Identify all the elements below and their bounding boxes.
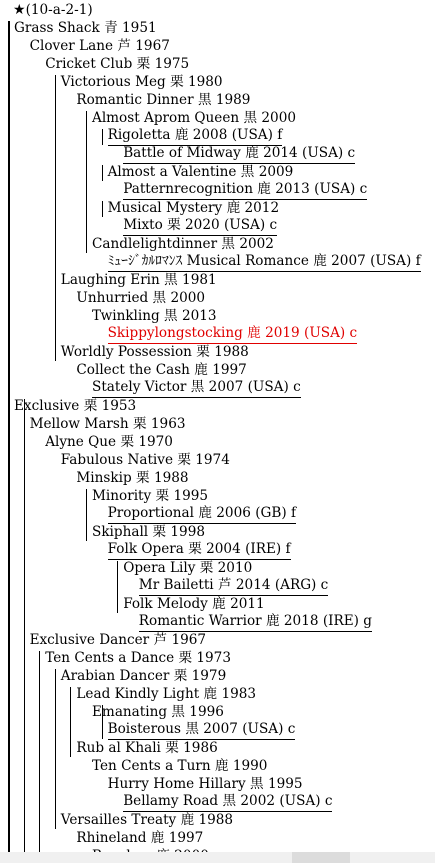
horse-name: Rigoletta	[107, 127, 171, 143]
horse-entry	[123, 559, 252, 577]
coat-color: 栗	[177, 452, 191, 468]
coat-color: 芦	[217, 577, 232, 593]
horse-entry	[76, 739, 217, 757]
tree-connector	[70, 687, 71, 757]
horse-name: Boisterous	[107, 721, 182, 737]
horse-entry	[61, 451, 230, 469]
horse-name: Folk Melody	[123, 596, 208, 612]
birth-year: 2000	[261, 110, 297, 126]
birth-year: 1986	[183, 740, 218, 756]
birth-year: 1953	[101, 398, 137, 414]
birth-year: 2019	[265, 325, 300, 341]
horse-entry	[92, 307, 217, 325]
horse-entry	[76, 829, 203, 847]
horse-name: Grass Shack	[14, 20, 100, 36]
coat-color: 鹿	[226, 200, 241, 216]
tree-connector	[102, 165, 103, 181]
birth-year: 1975	[154, 56, 190, 72]
coat-color: 栗	[155, 488, 170, 504]
horse-name: Candlelightdinner	[92, 236, 218, 252]
horse-name: Worldly Possession	[60, 344, 192, 360]
horse-name: Patternrecognition	[123, 181, 253, 197]
coat-color: 黒	[222, 793, 237, 809]
birth-year: 1963	[150, 416, 186, 432]
tree-connector	[86, 489, 87, 541]
horse-name: Battle of Midway	[123, 145, 241, 161]
tree-connector	[102, 129, 103, 145]
birth-year: 1974	[195, 452, 230, 468]
horse-name: Skippylongstocking	[107, 325, 243, 341]
coat-color: 鹿	[265, 613, 280, 629]
scroll-segment[interactable]	[250, 852, 290, 863]
tree-connector	[86, 111, 87, 253]
horse-entry	[123, 595, 265, 613]
birth-year: 2004	[206, 541, 241, 557]
horse-entry	[92, 523, 205, 541]
coat-color: 栗	[178, 650, 193, 666]
coat-color: 鹿	[212, 596, 226, 612]
birth-year: 2007	[331, 253, 366, 269]
horse-link[interactable]	[139, 577, 329, 596]
horse-entry	[92, 757, 267, 775]
country-sex-note: (IRE) f	[245, 541, 291, 557]
horse-name: Laughing Erin	[60, 272, 160, 288]
coat-color: 鹿	[257, 181, 271, 197]
horse-name: ﾐｭｰｼﾞｶﾙﾛﾏﾝｽ Musical Romance	[107, 253, 309, 269]
horse-entry	[30, 631, 206, 649]
horse-name: Minskip	[76, 470, 132, 486]
birth-year: 2020	[185, 217, 220, 233]
birth-year: 2010	[217, 560, 253, 576]
birth-year: 1980	[187, 74, 223, 90]
country-sex-note: (USA) c	[247, 379, 301, 395]
coat-color: 黒	[240, 164, 255, 180]
birth-year: 1988	[153, 470, 189, 486]
coat-color: 黒	[250, 776, 264, 792]
coat-color: 黒	[243, 110, 258, 126]
horse-entry	[76, 91, 250, 109]
birth-year: 2018	[283, 613, 319, 629]
horse-entry	[92, 109, 296, 127]
horse-name: Opera Lily	[123, 560, 196, 576]
coat-color: 栗	[132, 416, 147, 432]
coat-color: 鹿	[203, 686, 218, 702]
coat-color: 黒	[190, 379, 205, 395]
coat-color: 鹿	[214, 758, 229, 774]
horse-name: Victorious Meg	[60, 74, 166, 90]
coat-color: 鹿	[150, 830, 165, 846]
horse-link[interactable]	[108, 325, 358, 344]
coat-color: 栗	[152, 524, 167, 540]
birth-year: 1997	[212, 362, 247, 378]
coat-color: 芦	[117, 38, 131, 54]
country-sex-note: (IRE) g	[322, 613, 372, 629]
tree-connector	[24, 399, 25, 863]
tree-connector	[8, 21, 10, 863]
horse-entry	[92, 703, 224, 721]
coat-color: 鹿	[245, 145, 259, 161]
birth-year: 1970	[138, 434, 173, 450]
birth-year: 2007	[203, 721, 238, 737]
coat-color: 鹿	[313, 253, 327, 269]
star-icon: ★	[13, 2, 26, 18]
horse-entry	[61, 271, 217, 289]
coat-color: 黒	[185, 721, 199, 737]
coat-color: 鹿	[247, 325, 261, 341]
birth-year: 2009	[258, 164, 294, 180]
country-sex-note: (GB) f	[255, 505, 297, 521]
birth-year: 1951	[122, 20, 157, 36]
country-sex-note: (USA) c	[279, 793, 333, 809]
horse-entry	[108, 199, 280, 217]
birth-year: 1967	[171, 632, 207, 648]
tree-connector	[102, 201, 103, 217]
birth-year: 2014	[263, 145, 298, 161]
birth-year: 1981	[182, 272, 217, 288]
country-sex-note: (ARG) c	[274, 577, 329, 593]
horse-name: Mellow Marsh	[29, 416, 129, 432]
horse-name: Bellamy Road	[123, 793, 219, 809]
country-sex-note: (USA) c	[314, 181, 368, 197]
horse-entry	[76, 685, 256, 703]
horse-name: Hurry Home Hillary	[107, 776, 246, 792]
coat-color: 栗	[83, 398, 98, 414]
horse-entry	[45, 433, 173, 451]
birth-year: 1973	[196, 650, 231, 666]
birth-year: 1983	[221, 686, 257, 702]
coat-color: 鹿	[198, 505, 212, 521]
birth-year: 2014	[235, 577, 271, 593]
country-sex-note: (USA) f	[370, 253, 421, 269]
horse-link[interactable]	[108, 721, 296, 740]
birth-year: 1995	[267, 776, 303, 792]
horse-name: Alyne Que	[45, 434, 117, 450]
birth-year: 2002	[239, 236, 274, 252]
horse-entry	[45, 649, 231, 667]
horse-name: Twinkling	[92, 308, 160, 324]
country-sex-note: (USA) c	[304, 325, 358, 341]
coat-color: 黒	[164, 272, 178, 288]
horse-entry	[14, 397, 136, 415]
horse-link[interactable]	[108, 253, 421, 272]
horse-name: Almost a Valentine	[107, 164, 237, 180]
horse-entry	[30, 415, 186, 433]
birth-year: 2000	[170, 290, 206, 306]
birth-year: 2008	[192, 127, 228, 143]
horse-name: Minority	[92, 488, 152, 504]
horse-name: Proportional	[107, 505, 195, 521]
horse-name: Versailles Treaty	[60, 812, 177, 828]
birth-year: 2012	[244, 200, 280, 216]
horse-name: Ten Cents a Turn	[92, 758, 211, 774]
birth-year: 1979	[191, 668, 227, 684]
birth-year: 1998	[170, 524, 206, 540]
horse-entry	[108, 163, 294, 181]
horse-link[interactable]	[108, 541, 291, 560]
horse-name: Almost Aprom Queen	[92, 110, 240, 126]
horse-entry	[30, 37, 170, 55]
coat-color: 栗	[173, 668, 188, 684]
coat-color: 栗	[199, 560, 214, 576]
horse-name: Musical Mystery	[107, 200, 223, 216]
birth-year: 1997	[168, 830, 204, 846]
horse-name: Romantic Warrior	[138, 613, 262, 629]
scroll-thumb[interactable]	[292, 852, 350, 863]
horse-name: Lead Kindly Light	[76, 686, 200, 702]
horse-link[interactable]	[123, 145, 355, 164]
horse-entry	[61, 811, 233, 829]
coat-color: 芦	[153, 632, 168, 648]
coat-color: 黒	[197, 92, 212, 108]
birth-year: 1988	[198, 812, 234, 828]
coat-color: 栗	[136, 470, 150, 486]
birth-year: 2011	[230, 596, 265, 612]
coat-color: 鹿	[194, 362, 208, 378]
horse-name: Clover Lane	[29, 38, 114, 54]
coat-color: 栗	[170, 74, 184, 90]
horse-link[interactable]	[92, 379, 301, 398]
horse-entry	[76, 289, 205, 307]
birth-year: 2006	[216, 505, 251, 521]
horse-name: Romantic Dinner	[76, 92, 194, 108]
coat-color: 栗	[196, 344, 210, 360]
horse-entry	[92, 235, 274, 253]
horse-entry	[76, 469, 188, 487]
horse-name: Collect the Cash	[76, 362, 190, 378]
horse-entry	[45, 55, 189, 73]
country-sex-note: (USA) f	[231, 127, 283, 143]
tree-connector	[55, 75, 56, 361]
horse-entry	[61, 73, 223, 91]
coat-color: 黒	[152, 290, 167, 306]
horse-link[interactable]	[123, 217, 277, 236]
horse-name: Arabian Dancer	[60, 668, 170, 684]
coat-color: 鹿	[174, 127, 189, 143]
birth-year: 1990	[232, 758, 268, 774]
birth-year: 1995	[173, 488, 209, 504]
horse-name: Emanating	[92, 704, 168, 720]
country-sex-note: (USA) c	[302, 145, 356, 161]
pedigree-header	[13, 1, 93, 19]
coat-color: 黒	[171, 704, 185, 720]
birth-year: 2007	[208, 379, 244, 395]
horse-name: Unhurried	[76, 290, 149, 306]
horse-name: Ten Cents a Dance	[45, 650, 175, 666]
horse-name: Rub al Khali	[76, 740, 161, 756]
bottom-scroll-bar[interactable]	[0, 852, 435, 863]
horse-entry	[108, 775, 303, 793]
tree-connector	[102, 705, 103, 739]
horse-name: Stately Victor	[92, 379, 187, 395]
horse-link[interactable]	[123, 181, 367, 200]
horse-entry	[61, 667, 226, 685]
coat-color: 黒	[164, 308, 178, 324]
horse-name: Folk Opera	[107, 541, 184, 557]
horse-name: Exclusive	[14, 398, 80, 414]
country-sex-note: (USA) c	[242, 721, 296, 737]
coat-color: 栗	[167, 217, 181, 233]
tree-connector	[55, 669, 56, 829]
horse-entry	[14, 19, 157, 37]
coat-color: 栗	[165, 740, 179, 756]
coat-color: 青	[104, 20, 118, 36]
birth-year: 1989	[215, 92, 251, 108]
horse-link[interactable]	[108, 127, 283, 146]
horse-link[interactable]	[108, 505, 296, 524]
horse-name: Cricket Club	[45, 56, 133, 72]
pedigree-code: (10-a-2-1)	[25, 2, 93, 18]
birth-year: 2013	[275, 181, 310, 197]
country-sex-note: (USA) c	[223, 217, 278, 233]
birth-year: 2002	[240, 793, 275, 809]
horse-entry	[76, 361, 246, 379]
tree-connector	[117, 561, 118, 613]
horse-name: Mixto	[123, 217, 163, 233]
birth-year: 1967	[135, 38, 170, 54]
horse-entry	[61, 343, 249, 361]
birth-year: 1988	[214, 344, 249, 360]
horse-link[interactable]	[139, 613, 372, 632]
horse-name: Fabulous Native	[60, 452, 173, 468]
birth-year: 2013	[181, 308, 217, 324]
horse-name: Exclusive Dancer	[29, 632, 150, 648]
coat-color: 栗	[120, 434, 135, 450]
horse-name: Mr Bailetti	[138, 577, 214, 593]
horse-link[interactable]	[123, 793, 332, 812]
horse-entry	[92, 487, 208, 505]
scroll-segment[interactable]	[352, 852, 392, 863]
coat-color: 黒	[221, 236, 235, 252]
birth-year: 1996	[189, 704, 224, 720]
coat-color: 鹿	[180, 812, 195, 828]
coat-color: 栗	[136, 56, 151, 72]
tree-connector	[39, 651, 40, 863]
coat-color: 栗	[188, 541, 202, 557]
horse-name: Skiphall	[92, 524, 149, 540]
horse-name: Rhineland	[76, 830, 147, 846]
